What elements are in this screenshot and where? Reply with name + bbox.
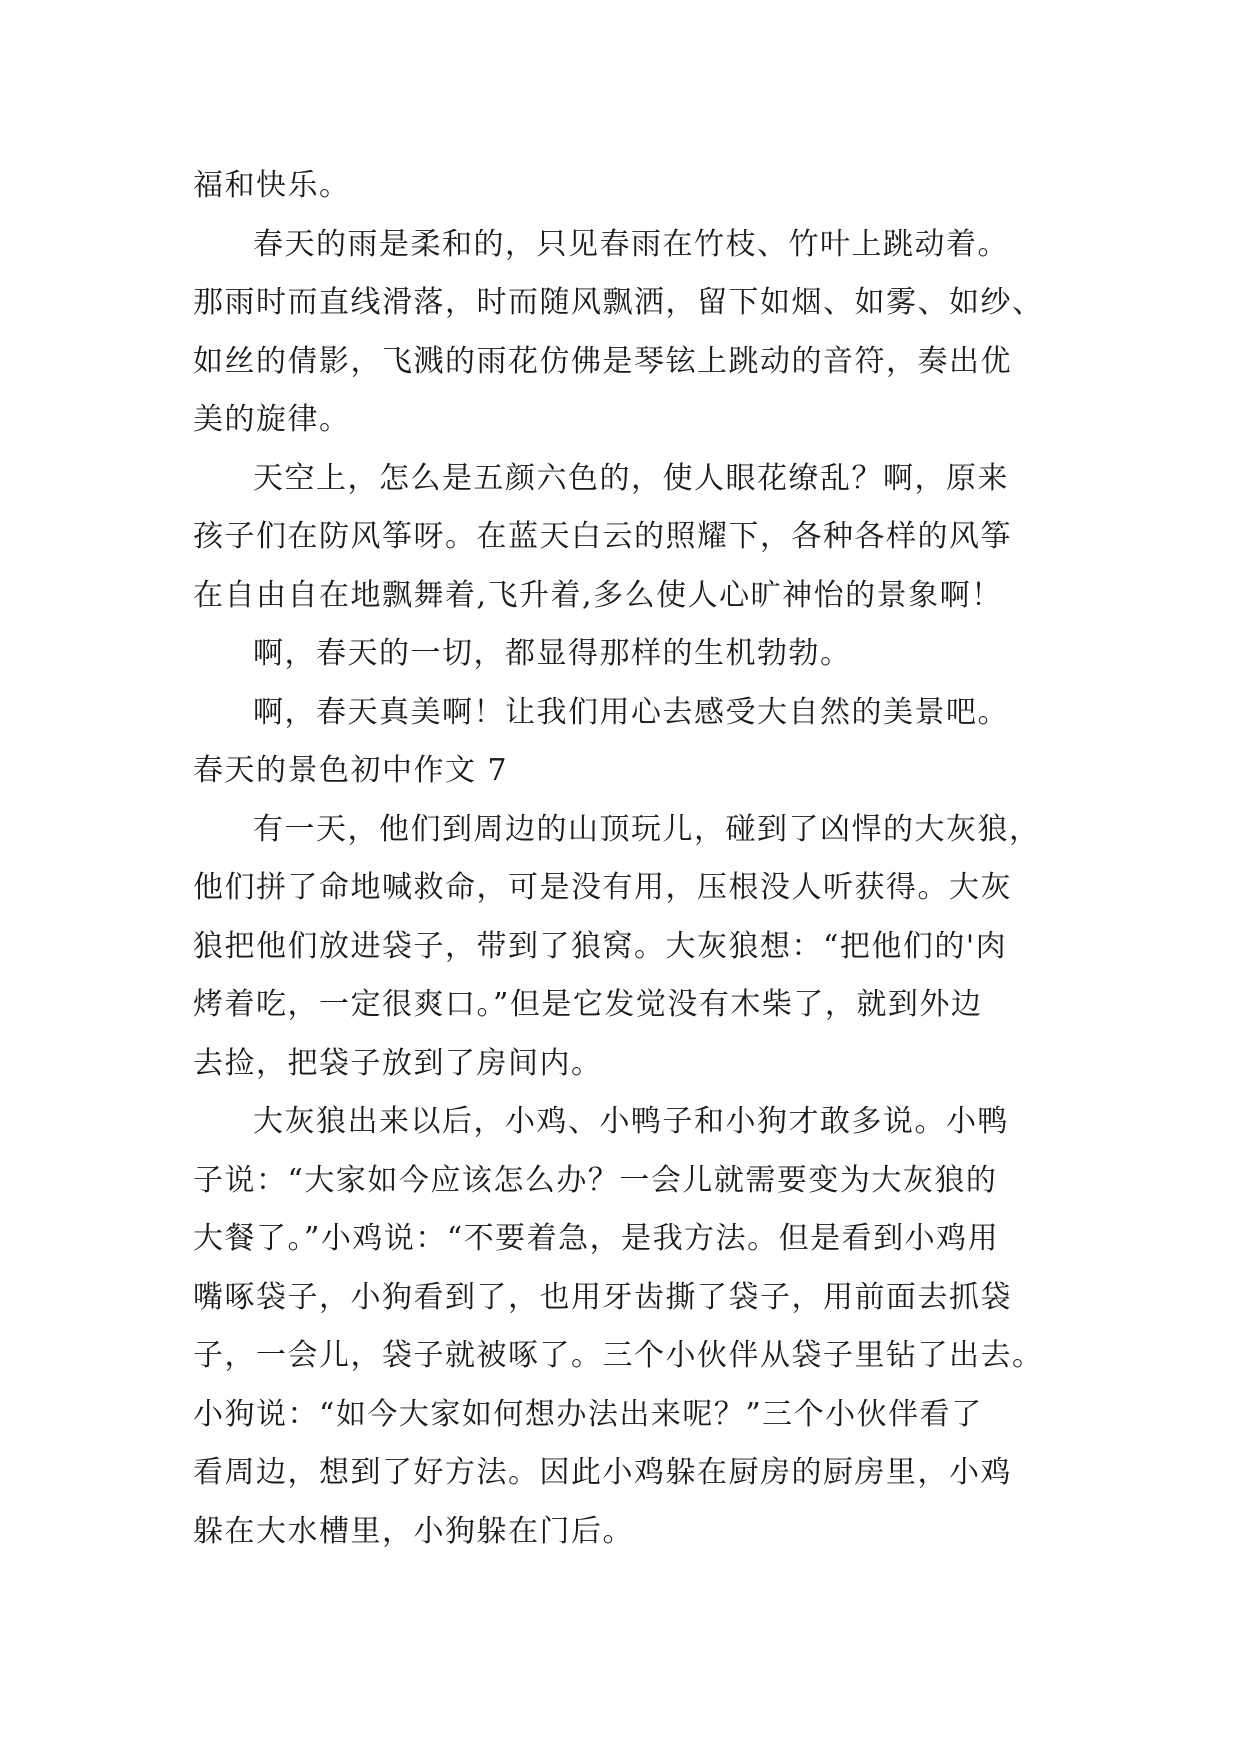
text-line: 小狗说：“如今大家如何想办法出来呢？”三个小伙伴看了 [193,1396,983,1432]
text-line: 福和快乐。 [193,168,351,203]
text-line: 那雨时而直线滑落，时而随风飘洒，留下如烟、如雾、如纱、 [193,285,1044,320]
text-line: 大灰狼出来以后，小鸡、小鸭子和小狗才敢多说。小鸭 [253,1104,1009,1139]
text-line: 子，一会儿，袋子就被啄了。三个小伙伴从袋子里钻了出去。 [193,1338,1044,1373]
document-body [193,157,1073,1561]
text-line: 啊，春天真美啊！让我们用心去感受大自然的美景吧。 [253,694,1009,730]
text-line: 子说：“大家如今应该怎么办？一会儿就需要变为大灰狼的 [193,1162,998,1198]
text-line: 孩子们在防风筝呀。在蓝天白云的照耀下，各种各样的风筝 [193,519,1012,554]
text-line: 看周边，想到了好方法。因此小鸡躲在厨房的厨房里，小鸡 [193,1455,1012,1490]
text-line: 啊，春天的一切，都显得那样的生机勃勃。 [253,636,852,671]
section-heading: 春天的景色初中作文 7 [193,753,509,788]
text-line: 烤着吃，一定很爽口。”但是它发觉没有木柴了，就到外边 [193,987,983,1022]
text-line: 美的旋律。 [193,402,351,437]
text-line: 大餐了。”小鸡说：“不要着急，是我方法。但是看到小鸡用 [193,1221,1000,1256]
text-line: 如丝的倩影，飞溅的雨花仿佛是琴铉上跳动的音符，奏出优 [193,343,1012,379]
text-line: 去捡，把袋子放到了房间内。 [193,1045,603,1081]
text-line: 躲在大水槽里，小狗躲在门后。 [193,1513,634,1549]
text-line: 他们拼了命地喊救命，可是没有用，压根没人听获得。大灰 [193,870,1012,905]
text-line: 狼把他们放进袋子，带到了狼窝。大灰狼想：“把他们的'肉 [193,928,1008,964]
text-line: 有一天，他们到周边的山顶玩儿，碰到了凶悍的大灰狼， [253,811,1041,847]
text-line: 天空上，怎么是五颜六色的，使人眼花缭乱？啊，原来 [253,460,1009,496]
text-line: 在自由自在地飘舞着,飞升着,多么使人心旷神怡的景象啊！ [193,577,1003,613]
text-line: 春天的雨是柔和的，只见春雨在竹枝、竹叶上跳动着。 [253,226,1009,262]
text-line: 嘴啄袋子，小狗看到了，也用牙齿撕了袋子，用前面去抓袋 [193,1279,1012,1315]
